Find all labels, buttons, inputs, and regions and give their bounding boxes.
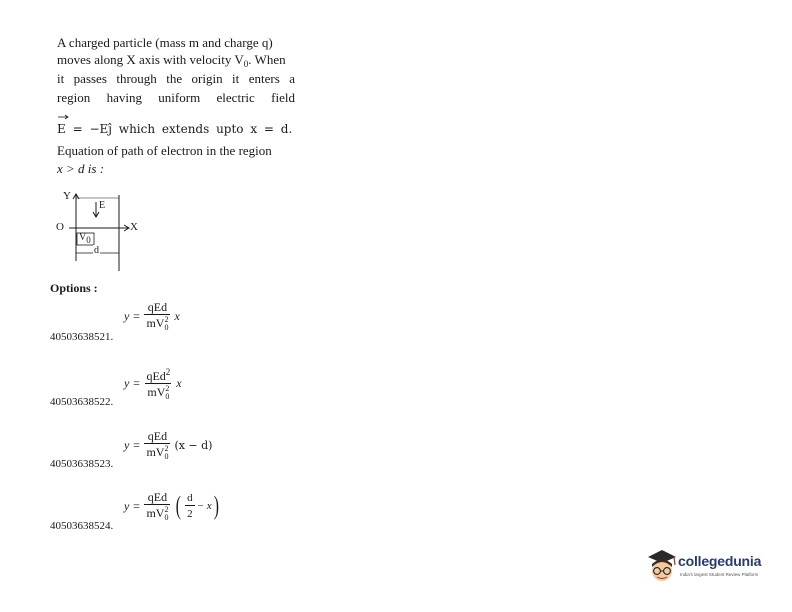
option-lhs: y = [124, 375, 141, 390]
vector-arrow-icon [58, 113, 70, 121]
field-diagram [55, 187, 155, 277]
fraction-numerator: qEd [147, 300, 168, 314]
question-line-4 [57, 90, 295, 106]
word: it [232, 71, 240, 86]
option-1-id[interactable]: 40503638521. [50, 331, 114, 343]
fraction-denominator [144, 314, 170, 332]
option-lhs: y = [124, 437, 141, 452]
den-sup: 2 [164, 315, 169, 325]
question-line-7: x > d is : [57, 161, 105, 176]
option-lhs: y = [124, 498, 141, 513]
fraction-denominator [144, 443, 170, 461]
option-4-id[interactable]: 40503638524. [50, 520, 114, 532]
word: the [166, 71, 183, 86]
den-base: mV [146, 445, 165, 459]
question-line-3 [57, 71, 295, 87]
word: enters [248, 71, 280, 86]
option-rhs: (x − d) [174, 438, 213, 452]
inner-fraction [185, 491, 195, 521]
option-3-id[interactable]: 40503638523. [50, 458, 114, 470]
num-base: qEd [146, 369, 166, 383]
den-sub: 0 [164, 323, 169, 333]
word: electric [216, 90, 255, 105]
question-line-1: A charged particle (mass m and charge q) [57, 35, 273, 50]
den-sup: 2 [164, 505, 169, 515]
word: passes [73, 71, 107, 86]
inner-numerator: d [187, 492, 193, 505]
option-lhs: y = [124, 308, 141, 323]
num-sup: 2 [165, 367, 171, 377]
x-axis-label: X [130, 221, 138, 233]
velocity-label [79, 232, 91, 245]
den-sub: 0 [165, 392, 170, 402]
word: having [106, 90, 142, 105]
word: through [116, 71, 157, 86]
option-2-id[interactable]: 40503638522. [50, 396, 114, 408]
word: origin [191, 71, 223, 86]
option-rhs: x [176, 375, 182, 390]
den-scripts [164, 506, 168, 522]
word: a [289, 71, 295, 86]
origin-label: O [56, 221, 64, 233]
options-label: Options : [50, 281, 98, 295]
question-line-2-end: . When [248, 52, 286, 67]
option-1-formula[interactable] [124, 300, 180, 332]
den-base: mV [146, 506, 165, 520]
fraction-denominator [144, 504, 170, 522]
option-3-formula[interactable] [124, 429, 212, 461]
collegedunia-logo[interactable] [644, 545, 784, 591]
fraction-numerator [144, 365, 172, 383]
right-paren: ) [213, 491, 219, 521]
logo-name: collegedunia [678, 553, 762, 569]
den-sup: 2 [164, 444, 169, 454]
fraction [144, 365, 172, 401]
velocity-subscript: 0 [243, 59, 249, 69]
option-4-formula[interactable] [124, 490, 220, 522]
den-sub: 0 [164, 513, 169, 523]
den-sub: 0 [164, 452, 169, 462]
velocity-sub: 0 [86, 235, 91, 245]
inner-rhs: − x [196, 500, 212, 513]
fraction [144, 490, 170, 522]
inner-denominator: 2 [185, 505, 195, 521]
word: region [57, 90, 91, 105]
mascot-icon [644, 547, 680, 587]
word: it [57, 71, 65, 86]
velocity-symbol: V [79, 232, 87, 243]
field-label: E [99, 200, 106, 211]
y-axis-label: Y [63, 190, 71, 202]
word: field [271, 90, 295, 105]
d-label: d [94, 245, 99, 256]
fraction-numerator: qEd [147, 429, 168, 443]
option-2-formula[interactable] [124, 365, 182, 401]
den-base: mV [146, 316, 165, 330]
option-rhs: x [174, 308, 180, 323]
den-scripts [164, 316, 168, 332]
fraction-denominator [145, 383, 171, 401]
question-line-2-text: moves along X axis with velocity V [57, 52, 244, 67]
fraction-numerator: qEd [147, 490, 168, 504]
den-scripts [164, 445, 168, 461]
den-scripts [165, 385, 169, 401]
logo-tagline: India's largest Student Review Platform [680, 572, 759, 577]
left-paren: ( [176, 491, 182, 521]
question-line-5: E = −Eĵ which extends upto x = d. [57, 122, 293, 136]
question-line-2 [57, 52, 286, 72]
fraction [144, 429, 170, 461]
den-base: mV [147, 385, 166, 399]
den-sup: 2 [165, 384, 170, 394]
question-line-6: Equation of path of electron in the region [57, 143, 272, 158]
word: uniform [158, 90, 201, 105]
fraction [144, 300, 170, 332]
